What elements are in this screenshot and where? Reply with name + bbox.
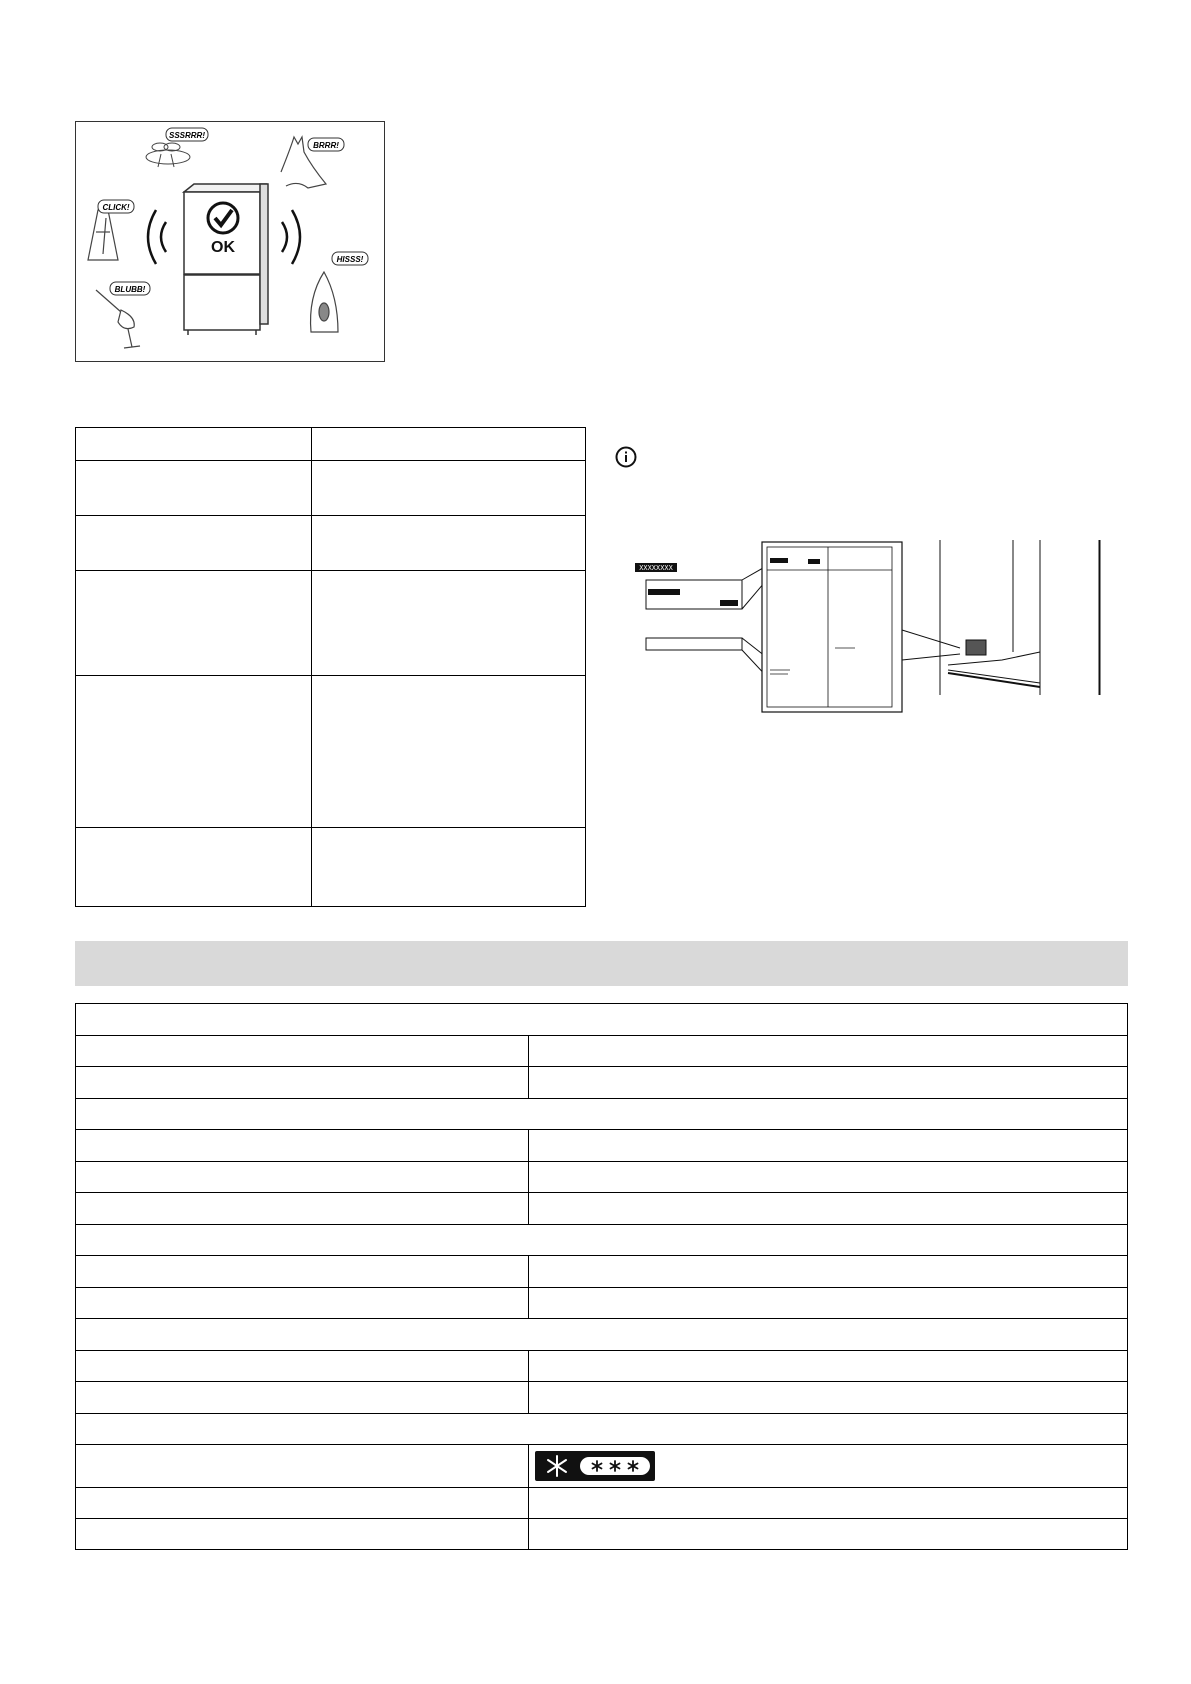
table-row [75,570,586,675]
speech-bubble-brrr [308,138,344,151]
table-row [75,1129,1128,1161]
speech-bubble-click [98,200,134,213]
table-row [75,1161,1128,1192]
table-row [75,827,586,907]
wine-glass-drawing [96,290,140,348]
section-header-row [75,1003,1128,1035]
table-row [75,1381,1128,1413]
table-row [75,1192,1128,1224]
sound-waves-left-icon [148,210,166,264]
ok-check-icon [208,203,238,233]
noise-illustration [75,121,385,362]
table-row [75,1287,1128,1318]
table-row [75,1518,1128,1550]
table-row [75,1255,1128,1287]
svg-text:CLICK!: CLICK! [102,203,130,212]
svg-text:SSSRRR!: SSSRRR! [168,131,206,140]
ok-label: OK [211,239,235,256]
info-icon [615,446,637,468]
troubleshooting-table [75,427,586,907]
table-row [75,460,586,515]
appliance-corner-drawing [940,540,1100,695]
steam-iron-drawing [311,272,338,332]
table-header-row [75,427,586,460]
section-header-row [75,1318,1128,1350]
table-row [75,1487,1128,1518]
noise-illustration-drawing [76,122,384,361]
sound-waves-right-icon [282,210,300,264]
section-header-row [75,1098,1128,1129]
table-row [75,675,586,827]
speech-bubble-blubb [110,282,150,295]
rating-label-location-illustration [630,540,1110,715]
speech-bubble-hisss [332,252,368,265]
svg-text:BRRR!: BRRR! [313,141,339,150]
technical-data-header-bar [75,941,1128,986]
table-row [75,1066,1128,1098]
section-header-row [75,1413,1128,1444]
svg-text:BLUBB!: BLUBB! [114,285,146,294]
table-row [75,515,586,570]
table-row [75,1350,1128,1381]
freezer-star-rating-icon [535,1451,655,1481]
table-row-star-rating [75,1444,1128,1487]
svg-text:HISSS!: HISSS! [336,255,364,264]
section-header-row [75,1224,1128,1255]
speech-bubble-sssrrr [166,128,208,141]
rating-label-drawing [630,540,1110,715]
fly-drawing [146,143,190,167]
svg-text:XXXXXXXX: XXXXXXXX [639,565,673,573]
table-row [75,1035,1128,1066]
metronome-drawing [88,210,118,260]
